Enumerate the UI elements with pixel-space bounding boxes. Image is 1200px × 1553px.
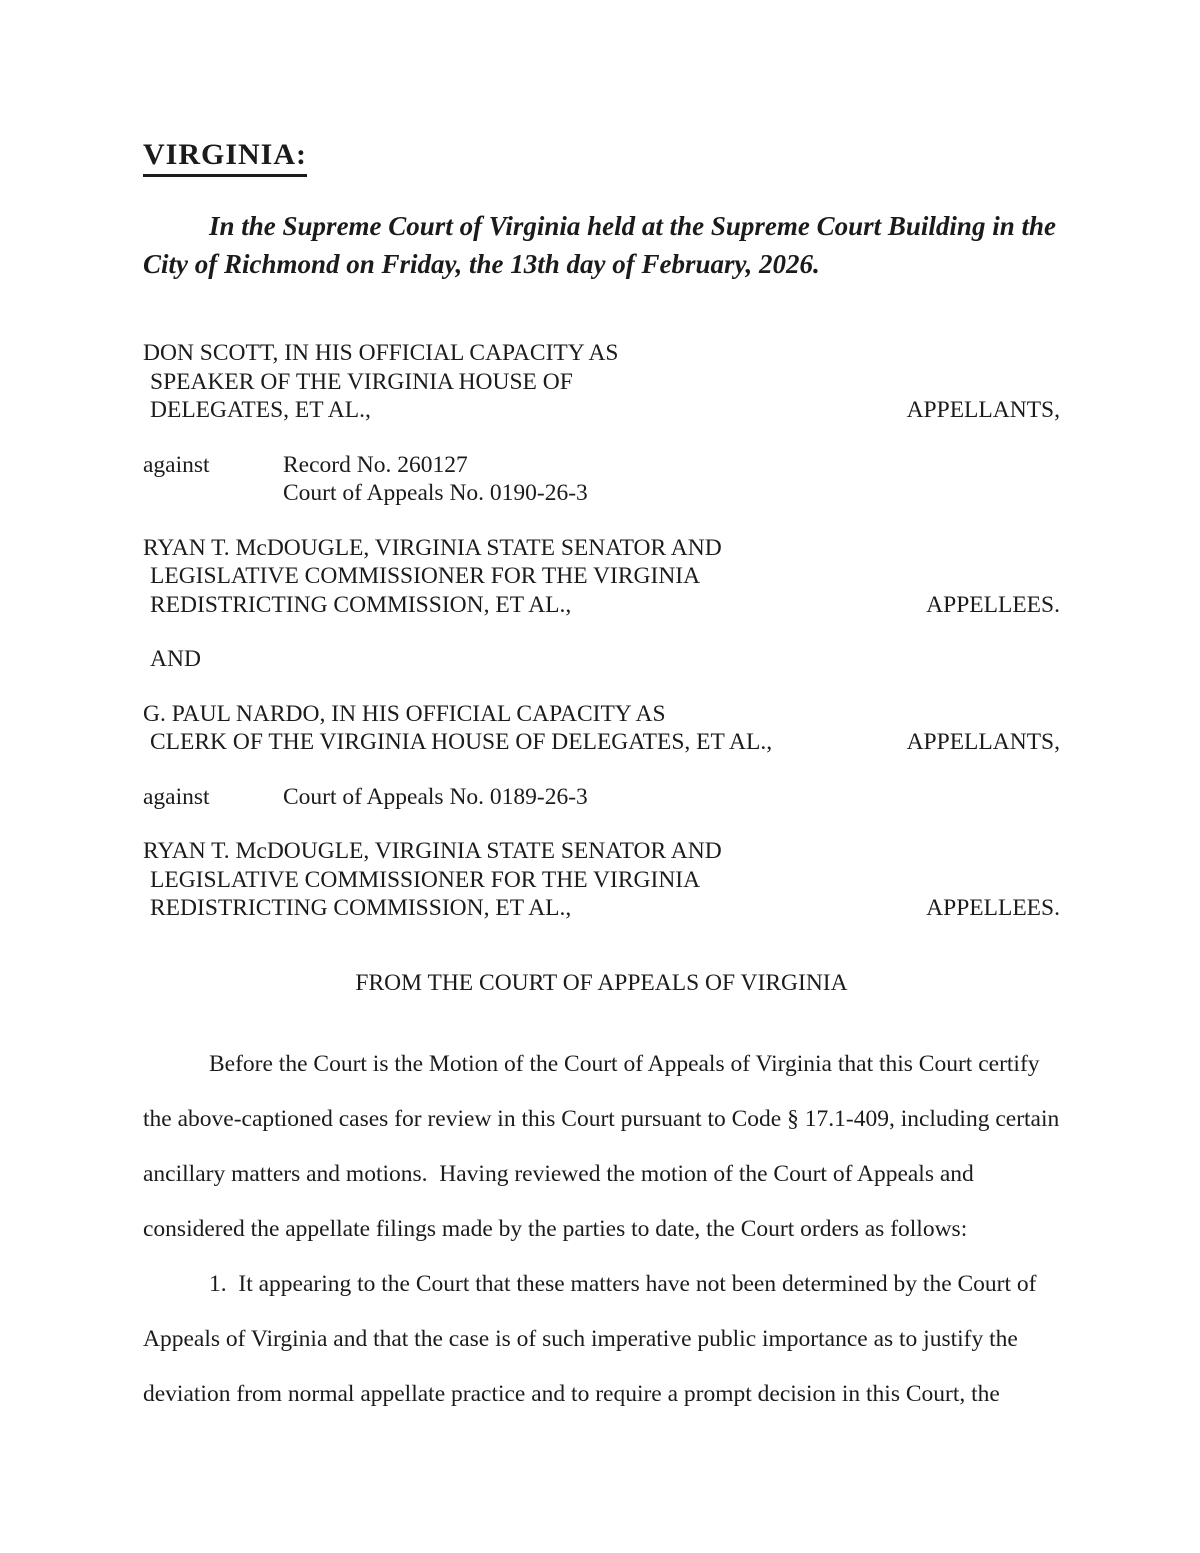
court-of-appeals-number: Court of Appeals No. 0189-26-3	[283, 783, 588, 810]
conjunction-and: AND	[150, 646, 201, 672]
appellant-name-line: SPEAKER OF THE VIRGINIA HOUSE OF	[150, 368, 573, 395]
record-number: Record No. 260127	[283, 451, 468, 478]
record-numbers-1	[283, 451, 588, 508]
appellant-name-line: G. PAUL NARDO, IN HIS OFFICIAL CAPACITY AS	[143, 700, 666, 727]
appellant-block-1	[143, 339, 1060, 425]
court-preamble: In the Supreme Court of Virginia held at the Supreme Court Building in the City of Richmond on Friday, the 13th day of February, 2026.	[143, 211, 1056, 279]
court-of-appeals-number: Court of Appeals No. 0190-26-3	[283, 480, 588, 506]
appellee-block-1	[143, 534, 1060, 620]
appellee-name-line: REDISTRICTING COMMISSION, ET AL.,	[150, 895, 572, 921]
appellant-name-line: DELEGATES, ET AL.,	[150, 397, 371, 423]
appellee-name-line: RYAN T. McDOUGLE, VIRGINIA STATE SENATOR AND	[143, 838, 722, 864]
case-caption-2	[143, 700, 1060, 923]
appellant-name-1	[143, 339, 619, 425]
appellee-block-2	[143, 837, 1060, 923]
appellant-block-2	[143, 700, 1060, 757]
appellee-name-line: LEGISLATIVE COMMISSIONER FOR THE VIRGINIA	[150, 866, 701, 893]
page-title	[143, 138, 1060, 177]
virginia-heading: VIRGINIA:	[143, 138, 307, 177]
case-caption-1	[143, 339, 1060, 674]
appellant-name-line: DON SCOTT, IN HIS OFFICIAL CAPACITY AS	[143, 340, 619, 366]
order-body	[143, 1037, 1066, 1422]
appellants-label-2: APPELLANTS,	[906, 729, 1060, 755]
appellees-label-2: APPELLEES.	[926, 895, 1060, 921]
appellees-label-1: APPELLEES.	[926, 591, 1060, 618]
appellee-name-2	[143, 837, 722, 923]
appellant-name-2	[143, 700, 772, 757]
appellee-name-1	[143, 534, 722, 620]
appellee-name-line: REDISTRICTING COMMISSION, ET AL.,	[150, 591, 572, 618]
appellee-name-line: RYAN T. McDOUGLE, VIRGINIA STATE SENATOR AND	[143, 534, 722, 561]
against-label-2: against	[143, 783, 210, 810]
against-row-1	[143, 451, 1060, 508]
appellants-label-1: APPELLANTS,	[906, 397, 1060, 423]
against-label-1: against	[143, 451, 210, 478]
against-row-2	[143, 783, 1060, 812]
appellant-name-line: CLERK OF THE VIRGINIA HOUSE OF DELEGATES, ET AL.,	[150, 729, 773, 755]
appellee-name-line: LEGISLATIVE COMMISSIONER FOR THE VIRGINIA	[150, 563, 701, 589]
body-paragraph: 1. It appearing to the Court that these matters have not been determined by the Court of Appeals of Virginia and that the case is of such imperative public importance as to justify the deviation from normal appellate practice and to require a prompt decision in this Court, the	[143, 1271, 1042, 1407]
body-paragraph: Before the Court is the Motion of the Court of Appeals of Virginia that this Court certify the above-captioned cases for review in this Court pursuant to Code § 17.1-409, including certain ancillary matters and motions. Having reviewed the motion of the Court of Appeals and considered the appellate filings made by the parties to date, the Court orders as follows:	[143, 1051, 1066, 1242]
record-numbers-2	[283, 783, 588, 812]
from-court-line: FROM THE COURT OF APPEALS OF VIRGINIA	[355, 969, 848, 996]
